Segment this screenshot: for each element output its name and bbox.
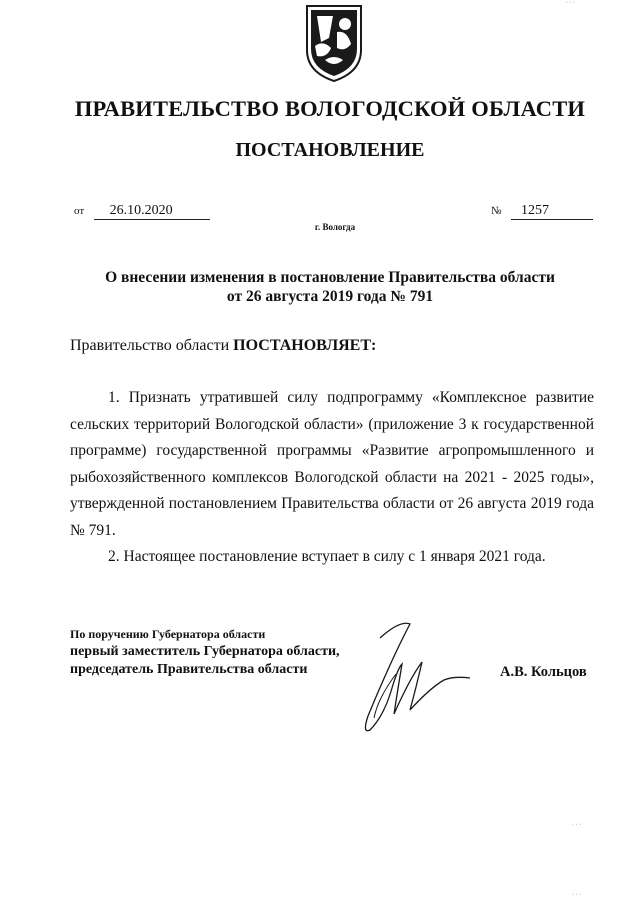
signatory-title-block bbox=[70, 625, 340, 679]
date-field bbox=[74, 203, 210, 220]
signatory-line-1: По поручению Губернатора области bbox=[70, 627, 266, 641]
number-label: № bbox=[491, 205, 502, 217]
body-item-1: 1. Признать утратившей силу подпрограмму «Комплексное развитие сельских территорий Вологодской области» (приложение 3 к государственной программе) государственной программы «Развитие агропромышленного и рыбохозяйственного комплексов Вологодской области на 2021 - 2025 годы», утвержденной постановлением Правительства области от 26 августа 2019 года № 791. bbox=[70, 389, 594, 539]
date-value: 26.10.2020 bbox=[94, 203, 210, 220]
subject-line-2: от 26 августа 2019 года № 791 bbox=[226, 288, 434, 305]
government-title: ПРАВИТЕЛЬСТВО ВОЛОГОДСКОЙ ОБЛАСТИ bbox=[74, 96, 586, 121]
signatory-line-2: первый заместитель Губернатора области, bbox=[70, 644, 340, 659]
document-subject bbox=[90, 268, 570, 306]
handwritten-signature bbox=[350, 618, 480, 740]
scan-mark-top: · · · bbox=[566, 0, 575, 6]
subject-line-1: О внесении изменения в постановление Правительства области bbox=[105, 269, 555, 286]
date-label: от bbox=[74, 205, 85, 217]
scan-mark-bottom: · · · bbox=[572, 892, 581, 898]
number-value: 1257 bbox=[511, 203, 593, 220]
scan-mark-middle: · · · bbox=[572, 822, 581, 828]
document-type: ПОСТАНОВЛЕНИЕ bbox=[235, 139, 425, 161]
coat-of-arms-icon bbox=[303, 2, 365, 84]
city-label: г. Вологда bbox=[314, 222, 356, 232]
number-field bbox=[491, 203, 593, 220]
signer-name: А.В. Кольцов bbox=[500, 664, 587, 680]
body-item-2: 2. Настоящее постановление вступает в силу с 1 января 2021 года. bbox=[108, 548, 546, 565]
preamble bbox=[70, 337, 376, 355]
preamble-emphasis: ПОСТАНОВЛЯЕТ: bbox=[233, 337, 377, 354]
preamble-prefix: Правительство области bbox=[70, 337, 234, 354]
document-body bbox=[70, 385, 594, 571]
signatory-line-3: председатель Правительства области bbox=[70, 662, 308, 677]
